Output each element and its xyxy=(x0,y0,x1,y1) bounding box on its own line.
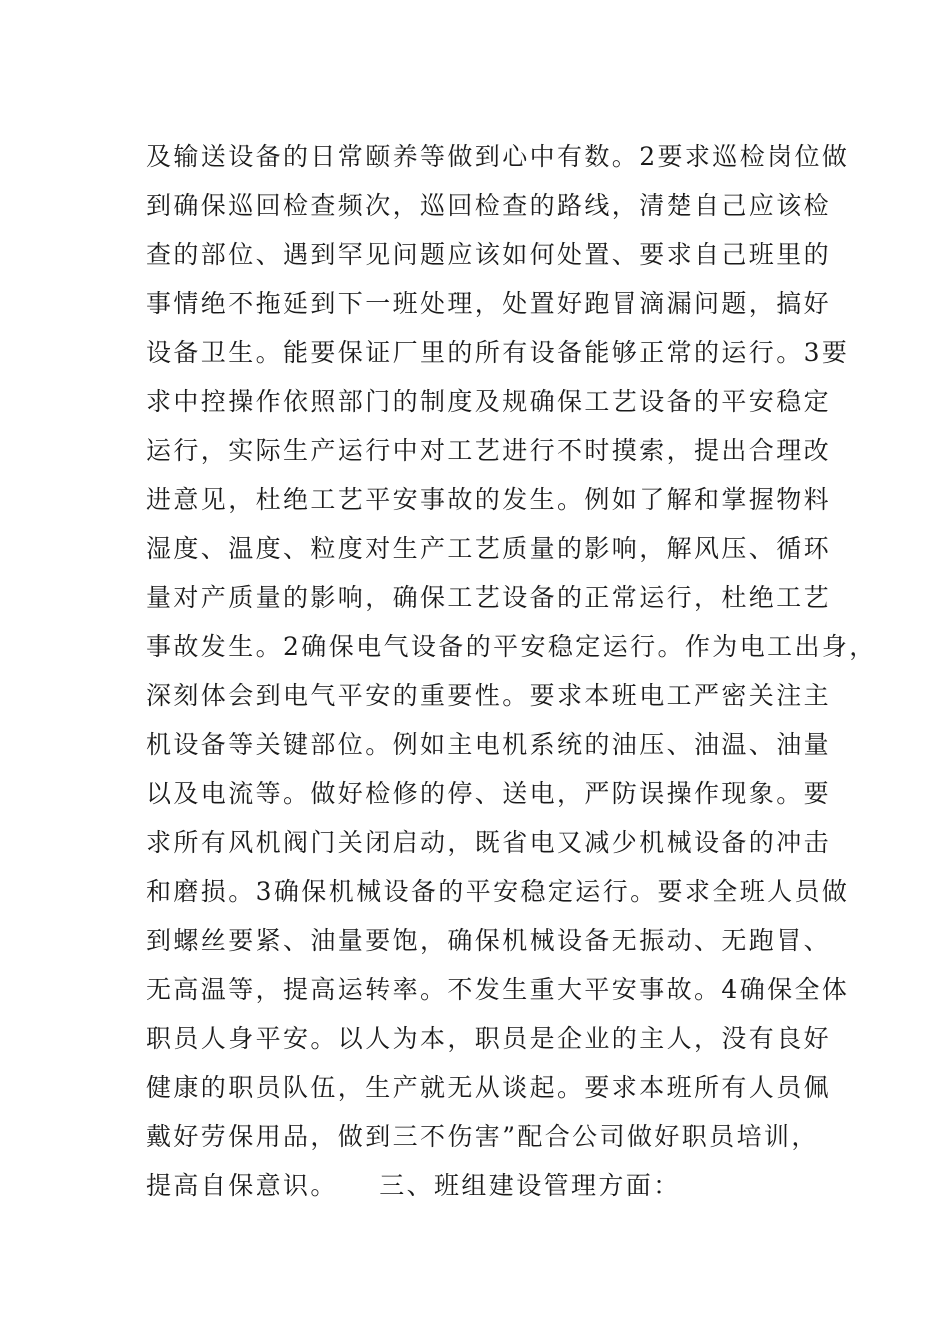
text-line: 进意见，杜绝工艺平安事故的发生。例如了解和掌握物料 xyxy=(146,485,832,514)
text-line: 戴好劳保用品，做到三不伤害”配合公司做好职员培训， xyxy=(146,1122,819,1151)
text-line: 及输送设备的日常颐养等做到心中有数。2要求巡检岗位做 xyxy=(146,142,850,171)
text-line: 到螺丝要紧、油量要饱，确保机械设备无振动、无跑冒、 xyxy=(146,926,832,955)
text-line: 运行，实际生产运行中对工艺进行不时摸索，提出合理改 xyxy=(146,436,832,465)
text-line: 深刻体会到电气平安的重要性。要求本班电工严密关注主 xyxy=(146,681,832,710)
text-line: 职员人身平安。以人为本，职员是企业的主人，没有良好 xyxy=(146,1024,832,1053)
text-line: 事故发生。2确保电气设备的平安稳定运行。作为电工出身， xyxy=(146,632,877,661)
text-line: 设备卫生。能要保证厂里的所有设备能够正常的运行。3要 xyxy=(146,338,850,367)
text-line: 事情绝不拖延到下一班处理，处置好跑冒滴漏问题，搞好 xyxy=(146,289,832,318)
text-line: 健康的职员队伍，生产就无从谈起。要求本班所有人员佩 xyxy=(146,1073,832,1102)
text-line: 机设备等关键部位。例如主电机系统的油压、油温、油量 xyxy=(146,730,832,759)
text-line: 量对产质量的影响，确保工艺设备的正常运行，杜绝工艺 xyxy=(146,583,832,612)
text-line: 以及电流等。做好检修的停、送电，严防误操作现象。要 xyxy=(146,779,832,808)
section-heading-line: 提高自保意识。 三、班组建设管理方面： xyxy=(146,1171,681,1200)
text-line: 无高温等，提高运转率。不发生重大平安事故。4确保全体 xyxy=(146,975,850,1004)
text-line: 湿度、温度、粒度对生产工艺质量的影响，解风压、循环 xyxy=(146,534,832,563)
body-text xyxy=(146,132,877,1210)
text-line: 到确保巡回检查频次，巡回检查的路线，清楚自己应该检 xyxy=(146,191,832,220)
text-line: 查的部位、遇到罕见问题应该如何处置、要求自己班里的 xyxy=(146,240,832,269)
text-line: 和磨损。3确保机械设备的平安稳定运行。要求全班人员做 xyxy=(146,877,850,906)
text-line: 求中控操作依照部门的制度及规确保工艺设备的平安稳定 xyxy=(146,387,832,416)
text-line: 求所有风机阀门关闭启动，既省电又减少机械设备的冲击 xyxy=(146,828,832,857)
